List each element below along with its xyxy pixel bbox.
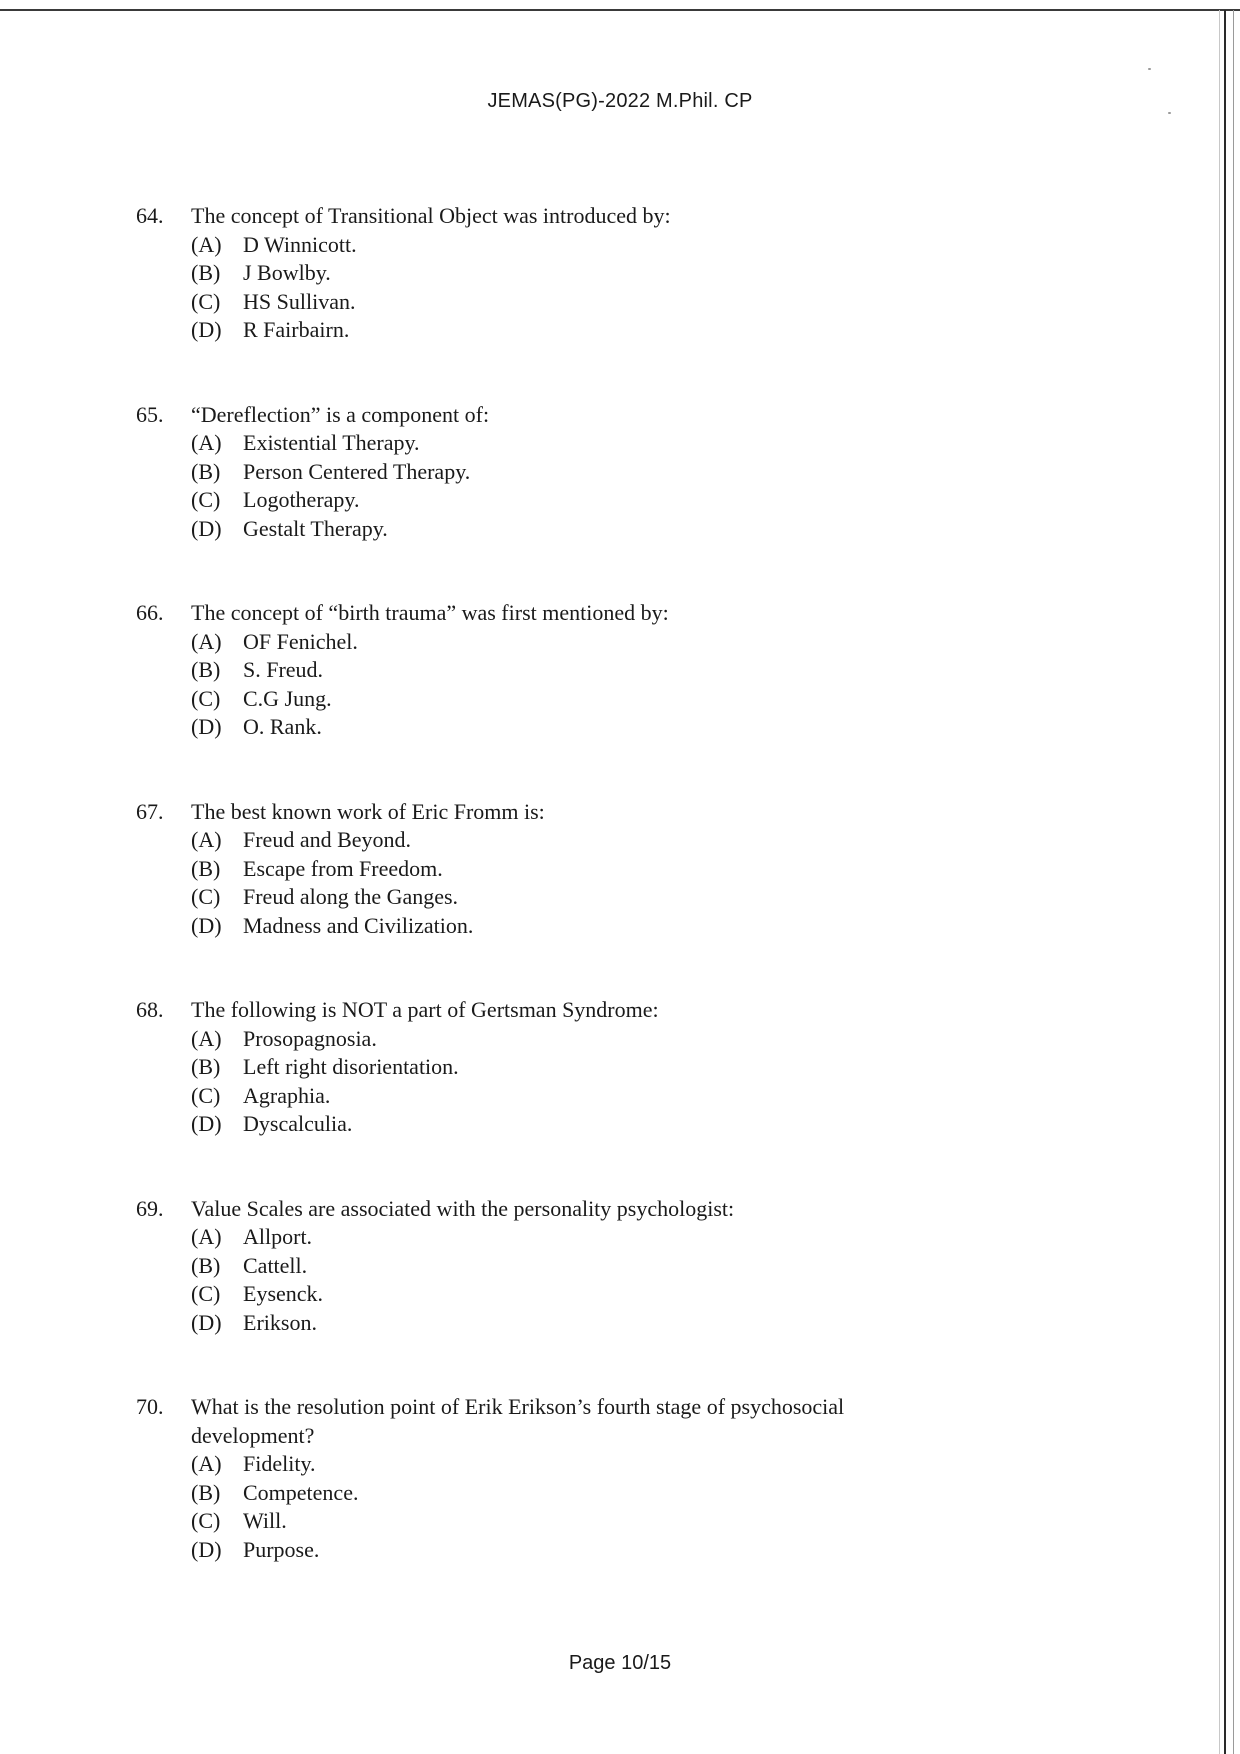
option-label: (D) (191, 912, 222, 938)
option-label: (D) (191, 317, 222, 342)
option-label: (A) (191, 231, 222, 257)
option-label: (D) (191, 1536, 222, 1562)
option-label: (A) (191, 827, 222, 852)
option-list (136, 231, 1036, 345)
option-c (191, 486, 1036, 515)
option-text: R Fairbairn. (243, 317, 350, 342)
option-b (191, 1479, 1036, 1508)
option-b (191, 1053, 1036, 1082)
option-b (191, 1252, 1036, 1281)
option-c (191, 1082, 1036, 1111)
question-68 (136, 996, 1036, 1139)
option-text: Purpose. (243, 1536, 320, 1562)
option-label: (B) (191, 657, 221, 682)
option-label: (B) (191, 260, 221, 285)
option-text: Freud along the Ganges. (243, 884, 459, 909)
option-label: (C) (191, 685, 221, 711)
option-text: D Winnicott. (243, 231, 357, 257)
option-c (191, 883, 1036, 912)
option-text: Gestalt Therapy. (243, 515, 388, 541)
option-label: (C) (191, 487, 221, 512)
scan-speck (1148, 68, 1151, 70)
option-label: (C) (191, 1281, 221, 1306)
option-label: (A) (191, 1451, 222, 1476)
option-d (191, 912, 1036, 941)
option-a (191, 628, 1036, 657)
option-label: (B) (191, 458, 221, 484)
option-label: (C) (191, 1508, 221, 1533)
question-number: 69. (136, 1195, 164, 1221)
option-label: (C) (191, 1082, 221, 1108)
option-d (191, 316, 1036, 345)
option-d (191, 1536, 1036, 1565)
option-list (136, 1223, 1036, 1337)
option-text: Person Centered Therapy. (243, 458, 471, 484)
option-a (191, 231, 1036, 260)
option-label: (B) (191, 1479, 221, 1505)
option-label: (B) (191, 1252, 221, 1278)
option-c (191, 288, 1036, 317)
question-text: The following is NOT a part of Gertsman Syndrome: (191, 997, 659, 1022)
option-text: O. Rank. (243, 714, 322, 739)
option-text: J Bowlby. (243, 260, 331, 285)
option-list (136, 429, 1036, 543)
option-text: Fidelity. (243, 1451, 316, 1476)
question-text: What is the resolution point of Erik Erikson’s fourth stage of psychosocial development? (191, 1394, 845, 1448)
question-list (136, 202, 1036, 1620)
option-label: (D) (191, 714, 222, 739)
question-66 (136, 599, 1036, 742)
option-a (191, 1025, 1036, 1054)
option-label: (A) (191, 628, 222, 654)
option-label: (C) (191, 884, 221, 909)
option-text: Competence. (243, 1479, 359, 1505)
option-c (191, 1280, 1036, 1309)
question-70 (136, 1393, 1036, 1564)
option-list (136, 628, 1036, 742)
option-text: Escape from Freedom. (243, 855, 443, 881)
question-number: 65. (136, 401, 164, 427)
option-label: (D) (191, 1309, 222, 1335)
question-text: The best known work of Eric Fromm is: (191, 798, 545, 824)
option-text: Left right disorientation. (243, 1054, 459, 1079)
option-text: S. Freud. (243, 657, 324, 682)
question-number: 70. (136, 1394, 164, 1419)
option-text: Freud and Beyond. (243, 827, 412, 852)
option-label: (A) (191, 1025, 222, 1051)
option-a (191, 826, 1036, 855)
option-text: C.G Jung. (243, 685, 332, 711)
option-d (191, 1309, 1036, 1338)
option-a (191, 429, 1036, 458)
option-label: (B) (191, 1054, 221, 1079)
option-label: (A) (191, 430, 222, 455)
option-text: Allport. (243, 1224, 313, 1249)
option-text: Logotherapy. (243, 487, 360, 512)
page-number: Page 10/15 (568, 1652, 672, 1674)
question-67 (136, 798, 1036, 941)
scan-top-edge (0, 9, 1240, 11)
option-text: HS Sullivan. (243, 288, 356, 314)
option-c (191, 685, 1036, 714)
option-text: Cattell. (243, 1252, 308, 1278)
option-label: (C) (191, 288, 221, 314)
question-64 (136, 202, 1036, 345)
option-text: Existential Therapy. (243, 430, 420, 455)
option-d (191, 515, 1036, 544)
question-number: 68. (136, 997, 164, 1022)
question-text: “Dereflection” is a component of: (191, 401, 490, 427)
option-label: (B) (191, 855, 221, 881)
option-list (136, 1450, 1036, 1564)
option-text: Prosopagnosia. (243, 1025, 377, 1051)
question-number: 67. (136, 798, 164, 824)
option-b (191, 656, 1036, 685)
scan-right-edge-shadow-inner (1219, 10, 1220, 1754)
option-a (191, 1450, 1036, 1479)
option-label: (D) (191, 515, 222, 541)
option-d (191, 713, 1036, 742)
option-text: Agraphia. (243, 1082, 331, 1108)
option-label: (D) (191, 1111, 222, 1136)
option-text: Eysenck. (243, 1281, 324, 1306)
page-header: JEMAS(PG)-2022 M.Phil. CP (487, 90, 753, 112)
question-65 (136, 401, 1036, 544)
option-list (136, 826, 1036, 940)
option-a (191, 1223, 1036, 1252)
option-text: Will. (243, 1508, 287, 1533)
question-text: The concept of “birth trauma” was first mentioned by: (191, 600, 669, 625)
option-text: Madness and Civilization. (243, 912, 474, 938)
option-text: Dyscalculia. (243, 1111, 353, 1136)
question-number: 64. (136, 203, 164, 228)
option-label: (A) (191, 1224, 222, 1249)
option-text: Erikson. (243, 1309, 317, 1335)
question-69 (136, 1195, 1036, 1338)
option-d (191, 1110, 1036, 1139)
option-b (191, 259, 1036, 288)
question-text: Value Scales are associated with the personality psychologist: (191, 1195, 735, 1221)
question-text: The concept of Transitional Object was introduced by: (191, 203, 671, 228)
option-b (191, 855, 1036, 884)
option-b (191, 458, 1036, 487)
scan-right-edge-shadow (1233, 10, 1234, 1754)
scan-right-edge (1224, 10, 1226, 1754)
option-text: OF Fenichel. (243, 628, 358, 654)
option-c (191, 1507, 1036, 1536)
question-number: 66. (136, 600, 164, 625)
option-list (136, 1025, 1036, 1139)
